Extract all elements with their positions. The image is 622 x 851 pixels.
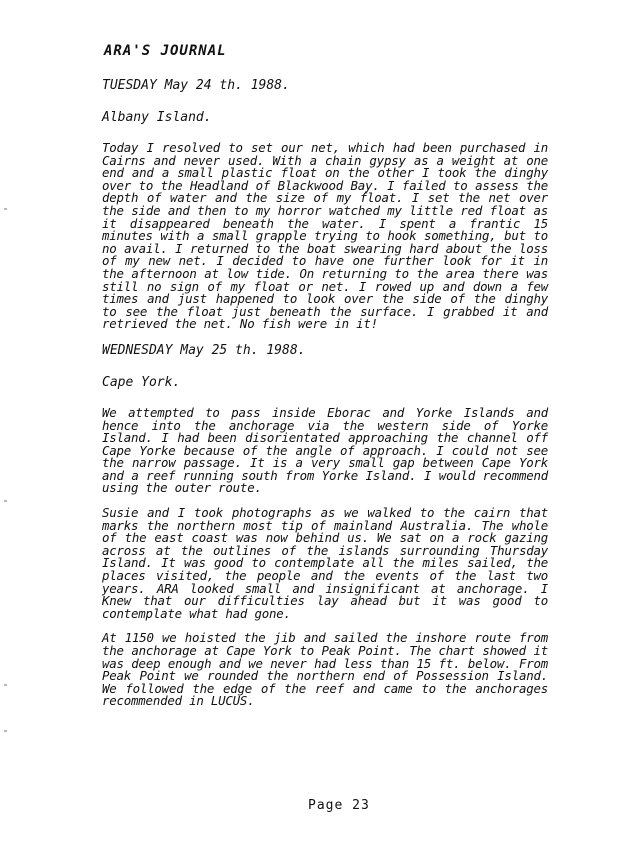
scan-mark <box>4 500 7 502</box>
entry-paragraph: We attempted to pass inside Eborac and Yorke Islands and hence into the anchorage via the western side of Yorke Island. I had been disorientated approaching the channel off Cape Yorke because of the angle of approach. I could not see the narrow passage. It is a very small gap between Cape York and a reef running south from Yorke Island. I would recommend using the outer route. <box>102 404 548 496</box>
journal-body <box>102 78 548 720</box>
entry-location: Albany Island. <box>102 110 212 125</box>
journal-title: ARA'S JOURNAL <box>104 43 227 59</box>
journal-entry <box>102 78 548 331</box>
scan-mark <box>4 684 7 686</box>
entry-location: Cape York. <box>102 374 181 390</box>
scan-mark <box>4 730 7 732</box>
entry-date: WEDNESDAY May 25 th. 1988. <box>102 342 306 358</box>
entry-paragraph: Susie and I took photographs as we walked to the cairn that marks the northern most tip of mainland Australia. The whole of the east coast was now behind us. We sat on a rock gazing across at the outlines of the islands surrounding Thursday Island. It was good to contemplate all the miles sailed, the places visited, the people and the events of the last two years. ARA looked small and insignificant at anchorage. I Knew that our difficulties lay ahead but it was good to contemplate what had gone. <box>102 505 548 621</box>
scan-mark <box>4 208 7 210</box>
entry-paragraph: At 1150 we hoisted the jib and sailed the inshore route from the anchorage at Cape York to Peak Point. The chart showed it was deep enough and we never had less than 15 ft. below. From Peak Point we rounded the northern end of Possession Island. We followed the edge of the reef and came to the anchorages recommended in LUCUS. <box>102 630 548 709</box>
journal-entry <box>102 343 548 708</box>
entry-date: TUESDAY May 24 th. 1988. <box>102 78 290 93</box>
page-number: Page 23 <box>308 798 370 813</box>
entry-paragraph: Today I resolved to set our net, which had been purchased in Cairns and never used. With a chain gypsy as a weight at one end and a small plastic float on the other I took the dinghy over to the Headland of Blackwood Bay. I failed to assess the depth of water and the size of my float. I set the net over the side and then to my horror watched my little red float as it disappeared beneath the water. I spent a frantic 15 minutes with a small grapple trying to hook something, but to no avail. I returned to the boat swearing hard about the loss of my new net. I decided to have one further look for it in the afternoon at low tide. On returning to the area there was still no sign of my float or net. I rowed up and down a few times and just happened to look over the side of the dinghy to see the float just beneath the surface. I grabbed it and retrieved the net. No fish were in it! <box>102 140 548 332</box>
